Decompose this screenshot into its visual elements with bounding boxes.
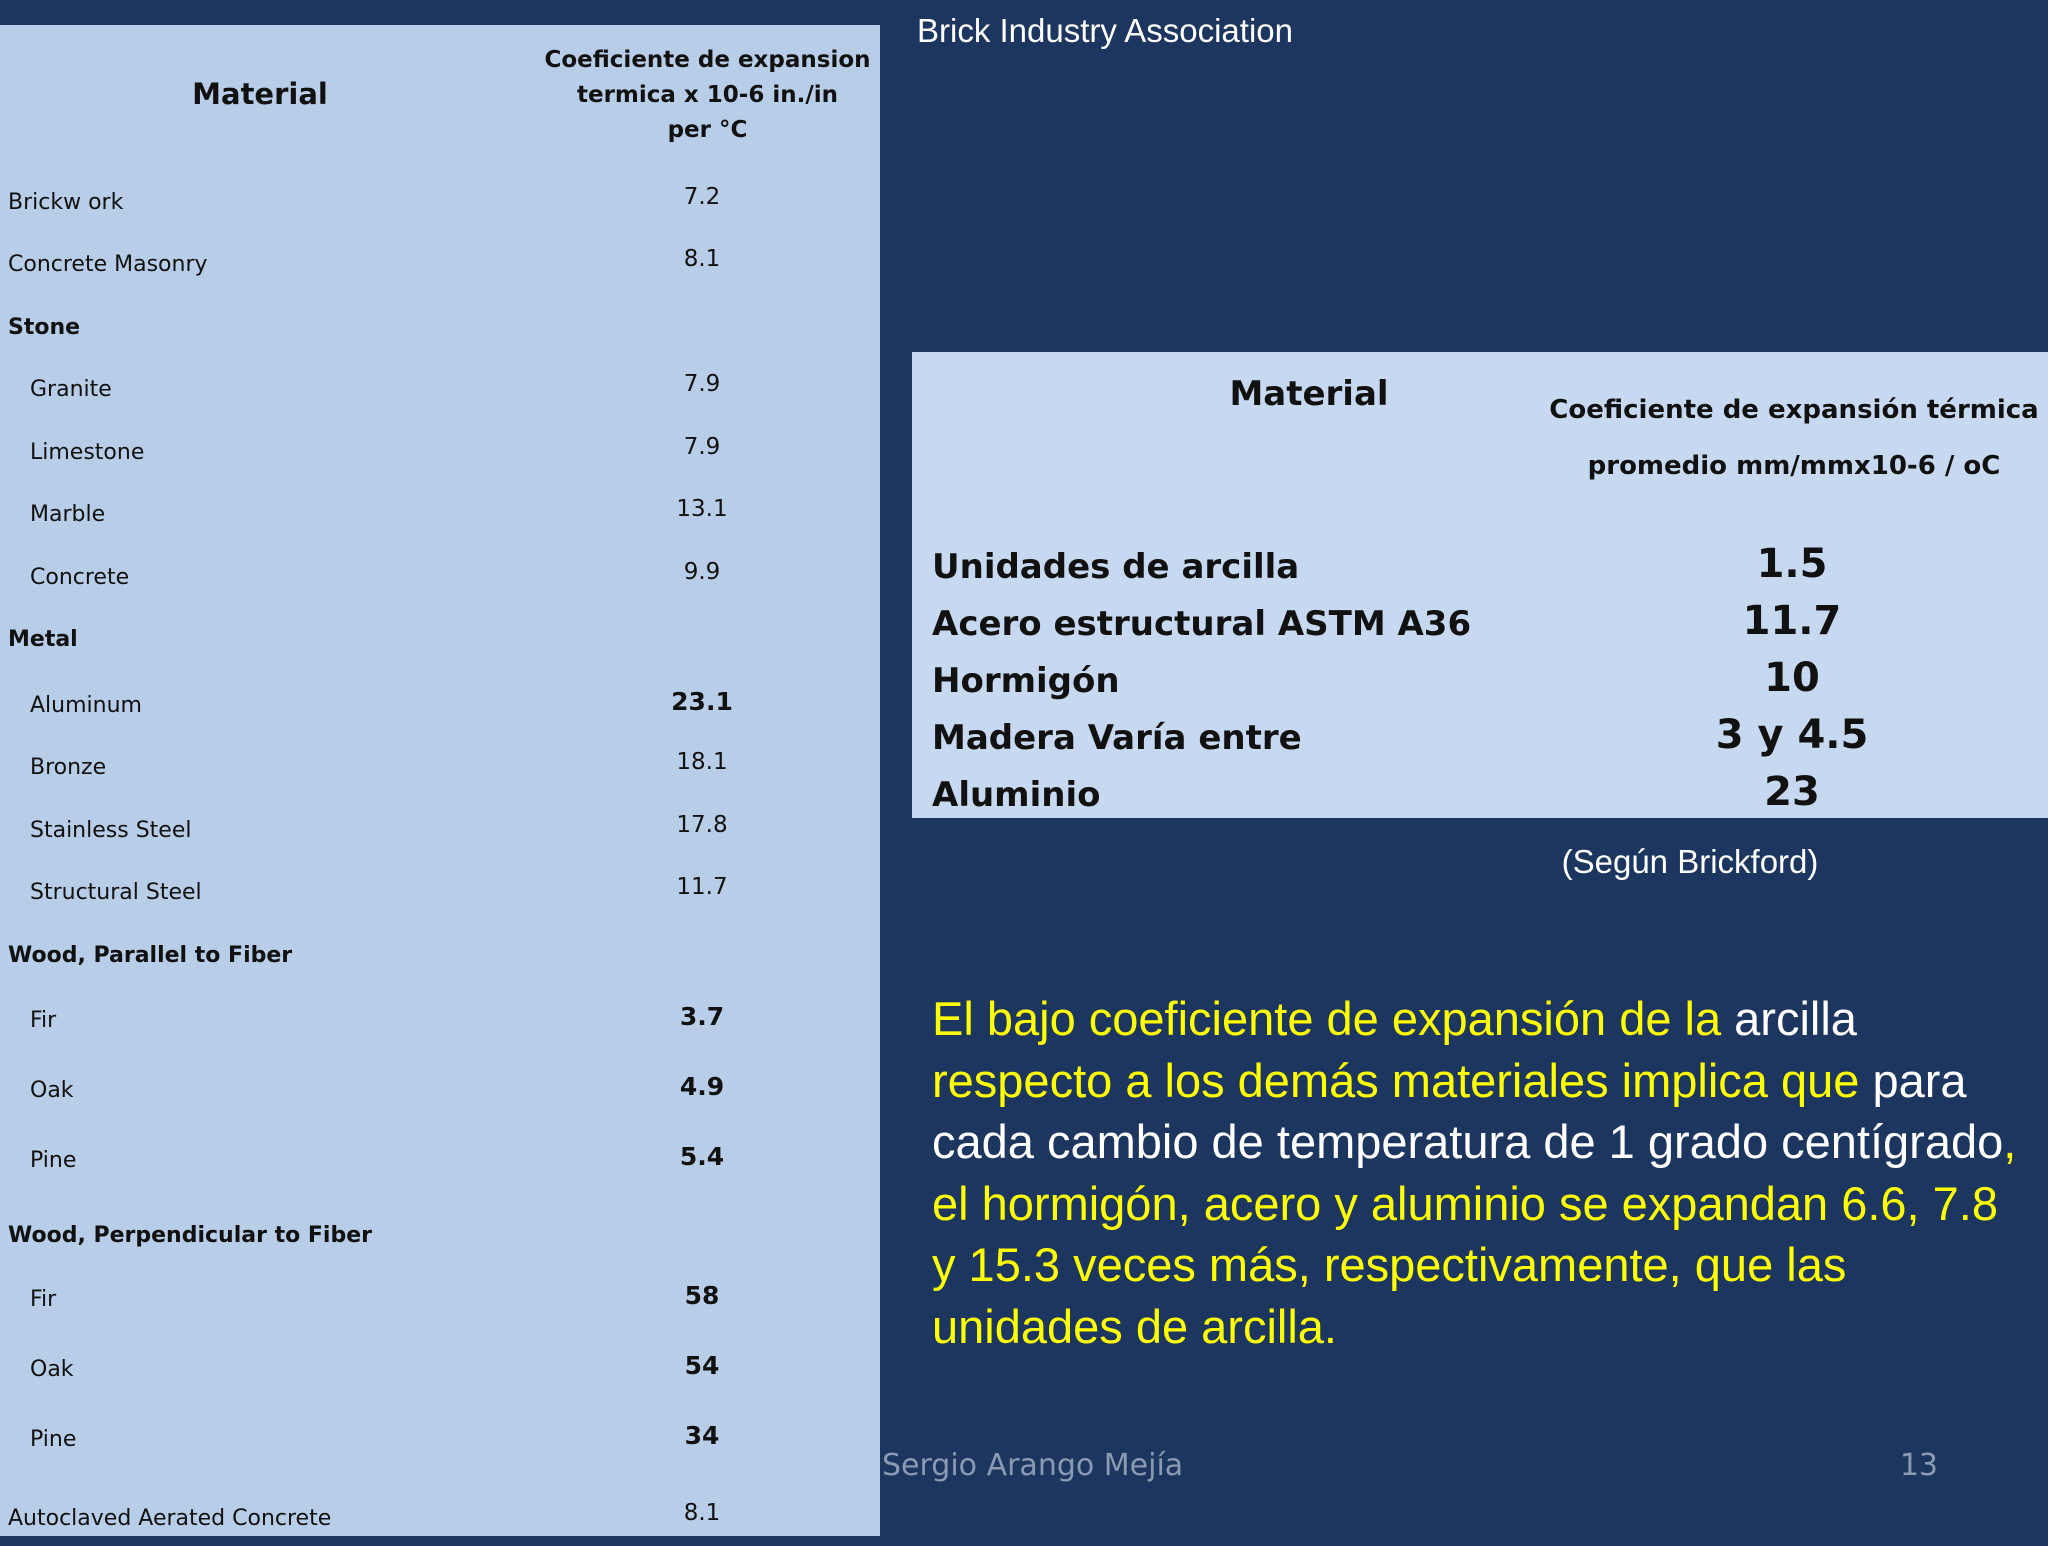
left-material-name: Pine — [30, 1427, 77, 1452]
left-material-name: Granite — [30, 377, 112, 402]
right-header-coef-line: promedio mm/mmx10-6 / oC — [1587, 451, 2001, 481]
left-group-label: Stone — [8, 315, 81, 340]
right-table-row — [912, 712, 2048, 774]
right-material-name: Madera Varía entre — [932, 718, 1302, 758]
left-header-material: Material — [192, 77, 328, 111]
left-coefficient-value: 58 — [684, 1281, 720, 1310]
paragraph-segment: , el hormigón, acero y aluminio se expandan 6.6, 7.8 y 15.3 veces más, respectivamente, que las unidades de arcilla. — [932, 1115, 2017, 1353]
page-number: 13 — [1899, 1448, 1938, 1483]
right-table-row — [912, 541, 2048, 603]
left-table-row — [0, 434, 880, 480]
paragraph-segment: respecto a los demás materiales implica que — [932, 1053, 1873, 1107]
left-table-row — [0, 687, 880, 733]
right-coefficient-value: 1.5 — [1756, 541, 1828, 587]
source-organization: Brick Industry Association — [917, 12, 1293, 49]
left-coefficient-value: 3.7 — [679, 1002, 725, 1031]
left-table-row — [0, 1223, 880, 1263]
left-material-name: Fir — [30, 1287, 57, 1312]
left-coefficient-value: 7.2 — [683, 184, 721, 210]
footer-author: Sergio Arango Mejía — [882, 1448, 1184, 1483]
paragraph-segment: para cada cambio de temperatura de 1 grado centígrado — [932, 1053, 2004, 1168]
right-coefficient-value: 11.7 — [1742, 598, 1842, 644]
left-coefficient-value: 4.9 — [679, 1072, 725, 1101]
right-table-row — [912, 655, 2048, 717]
left-table-row — [0, 627, 880, 667]
left-material-name: Autoclaved Aerated Concrete — [8, 1506, 332, 1531]
left-material-name: Concrete Masonry — [8, 252, 208, 277]
left-header-coef-line: termica x 10-6 in./in — [576, 82, 838, 108]
left-coefficient-value: 17.8 — [676, 812, 728, 838]
left-table-row — [0, 246, 880, 292]
right-header-coef-line: Coeficiente de expansión térmica — [1549, 395, 2039, 425]
left-material-name: Aluminum — [30, 693, 142, 718]
left-coefficient-value: 23.1 — [671, 687, 733, 716]
left-group-label: Wood, Parallel to Fiber — [8, 943, 293, 968]
right-table-row — [912, 769, 2048, 831]
left-table-row — [0, 315, 880, 355]
left-material-name: Concrete — [30, 565, 130, 590]
left-table-row — [0, 1351, 880, 1397]
left-table-row — [0, 184, 880, 230]
left-table-row — [0, 812, 880, 858]
paragraph-segment: El bajo coeficiente de expansión de la — [932, 992, 1735, 1045]
right-header-coefficient — [1514, 382, 2048, 494]
right-coefficient-value: 3 y 4.5 — [1715, 712, 1869, 758]
left-table-row — [0, 1142, 880, 1188]
paragraph-segment: arcilla — [1734, 992, 1857, 1045]
left-header-coefficient — [530, 43, 885, 148]
left-table-row — [0, 1281, 880, 1327]
left-group-label: Wood, Perpendicular to Fiber — [8, 1223, 372, 1248]
left-table-row — [0, 371, 880, 417]
left-coefficient-value: 34 — [684, 1421, 720, 1450]
left-coefficient-value: 18.1 — [676, 749, 728, 775]
left-material-name: Limestone — [30, 440, 145, 465]
left-table-row — [0, 1002, 880, 1048]
right-material-name: Aluminio — [932, 775, 1101, 815]
source-note: (Según Brickford) — [1561, 843, 1819, 880]
right-coefficient-value: 23 — [1764, 769, 1820, 815]
left-coefficient-value: 8.1 — [683, 1500, 721, 1526]
left-coefficient-value: 5.4 — [679, 1142, 725, 1171]
left-table-row — [0, 496, 880, 542]
right-material-name: Acero estructural ASTM A36 — [932, 604, 1472, 644]
left-coefficient-value: 7.9 — [683, 434, 721, 460]
left-coefficient-value: 8.1 — [683, 246, 721, 272]
left-coefficient-value: 11.7 — [676, 874, 728, 900]
right-coefficient-value: 10 — [1764, 655, 1820, 701]
left-coefficient-value: 13.1 — [676, 496, 728, 522]
left-material-name: Stainless Steel — [30, 818, 192, 843]
left-table-row — [0, 559, 880, 605]
left-material-name: Brickw ork — [8, 190, 124, 215]
left-material-name: Oak — [30, 1357, 74, 1382]
left-coefficient-value: 7.9 — [683, 371, 721, 397]
right-material-name: Hormigón — [932, 661, 1120, 701]
left-table-row — [0, 1500, 880, 1546]
left-material-name: Marble — [30, 502, 106, 527]
left-coefficient-value: 9.9 — [683, 559, 721, 585]
left-table-row — [0, 749, 880, 795]
left-group-label: Metal — [8, 627, 78, 652]
left-material-name: Bronze — [30, 755, 107, 780]
left-material-name: Structural Steel — [30, 880, 202, 905]
right-table-row — [912, 598, 2048, 660]
right-header-material: Material — [1229, 374, 1389, 414]
left-header-coef-line: per °C — [667, 117, 748, 143]
left-material-name: Fir — [30, 1008, 57, 1033]
left-material-name: Pine — [30, 1148, 77, 1173]
conclusion-paragraph — [932, 988, 2022, 1357]
left-table-row — [0, 1072, 880, 1118]
left-material-name: Oak — [30, 1078, 74, 1103]
left-header-coef-line: Coeficiente de expansion — [544, 47, 871, 73]
right-table — [912, 352, 2048, 818]
right-material-name: Unidades de arcilla — [932, 547, 1300, 587]
left-table — [0, 25, 880, 1536]
left-table-row — [0, 874, 880, 920]
left-coefficient-value: 54 — [684, 1351, 720, 1380]
left-table-row — [0, 1421, 880, 1467]
left-table-row — [0, 943, 880, 983]
